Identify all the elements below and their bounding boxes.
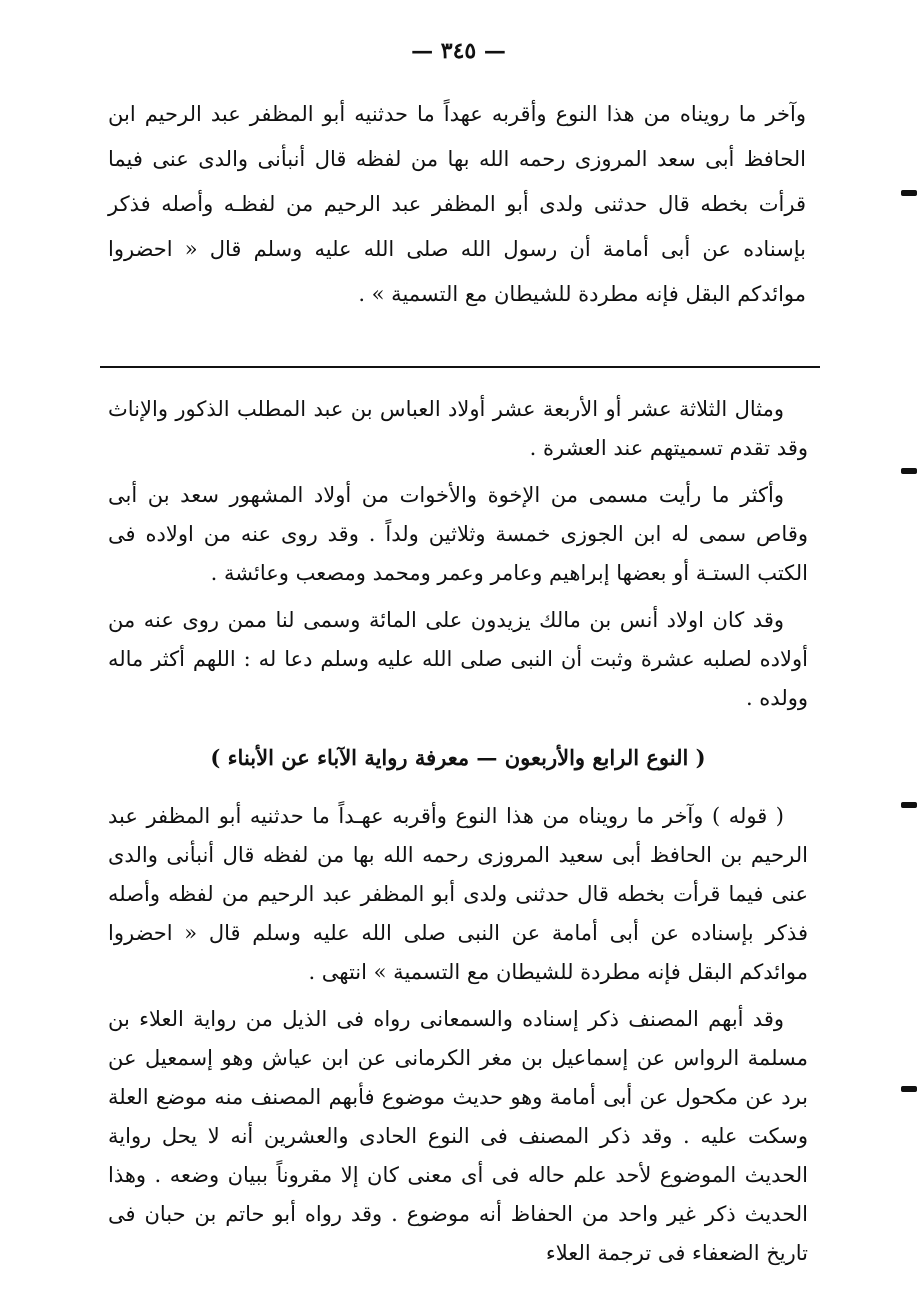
page-number: — ٣٤٥ — [411, 38, 506, 64]
commentary-section [108, 390, 808, 1273]
commentary-paragraph-4: ( قوله ) وآخر ما رويناه من هذا النوع وأقربه عهـداً ما حدثنيه أبو المظفر عبد الرحيم بن الحافظ أبى سعيد المروزى رحمه الله بها من لفظه قال أنبأنى والدى عنى فيما قرأت بخطه قال حدثنى ولدى أبو المظفر عبد الرحيم من لفظه وأصله فذكر بإسناده عن أبى أمامة عن النبى صلى الله عليه وسلم قال « احضروا موائدكم البقل فإنه مطردة للشيطان مع التسمية » انتهى . [108, 804, 808, 984]
commentary-paragraph-1: ومثال الثلاثة عشر أو الأربعة عشر أولاد العباس بن عبد المطلب الذكور والإناث وقد تقدم تسميتهم عند العشرة . [108, 397, 808, 460]
commentary-paragraph-2: وأكثر ما رأيت مسمى من الإخوة والأخوات من أولاد المشهور سعد بن أبى وقاص سمى له ابن الجوزى خمسة وثلاثين ولداً . وقد روى عنه من اولاده فى الكتب الستـة أو بعضها إبراهيم وعامر وعمر ومحمد ومصعب وعائشة . [108, 483, 808, 585]
margin-mark [901, 802, 917, 808]
separator-rule [100, 366, 820, 368]
section-heading: ( النوع الرابع والأربعون — معرفة رواية الآباء عن الأبناء ) [210, 745, 706, 770]
commentary-paragraph-3: وقد كان اولاد أنس بن مالك يزيدون على المائة وسمى لنا ممن روى عنه من أولاده لصلبه عشرة وثبت أن النبى صلى الله عليه وسلم دعا له : اللهم أكثر ماله وولده . [108, 608, 808, 710]
main-text: وآخر ما رويناه من هذا النوع وأقربه عهداً ما حدثنيه أبو المظفر عبد الرحيم ابن الحافظ أبى سعد المروزى رحمه الله بها من لفظه قال أنبأنى والدى عنى فيما قرأت بخطه قال حدثنى ولدى أبو المظفر عبد الرحيم من لفظـه وأصله فذكر بإسناده عن أبى أمامة أن رسول الله صلى الله عليه وسلم قال « احضروا موائدكم البقل فإنه مطردة للشيطان مع التسمية » . [108, 102, 806, 306]
commentary-paragraph-5: وقد أبهم المصنف ذكر إسناده والسمعانى رواه فى الذيل من رواية العلاء بن مسلمة الرواس عن إسماعيل بن مغر الكرمانى عن ابن عياش وهو إسمعيل عن برد عن مكحول عن أبى أمامة وهو حديث موضوع فأبهم المصنف منه موضع العلة وسكت عليه . وقد ذكر المصنف فى النوع الحادى والعشرين أنه لا يحل رواية الحديث الموضوع لأحد علم حاله فى أى معنى كان إلا مقروناً ببيان وضعه . وهذا الحديث ذكر غير واحد من الحفاظ أنه موضوع . وقد رواه أبو حاتم بن حبان فى تاريخ الضعفاء فى ترجمة العلاء [108, 1007, 808, 1265]
margin-mark [901, 190, 917, 196]
margin-mark [901, 1086, 917, 1092]
margin-mark [901, 468, 917, 474]
